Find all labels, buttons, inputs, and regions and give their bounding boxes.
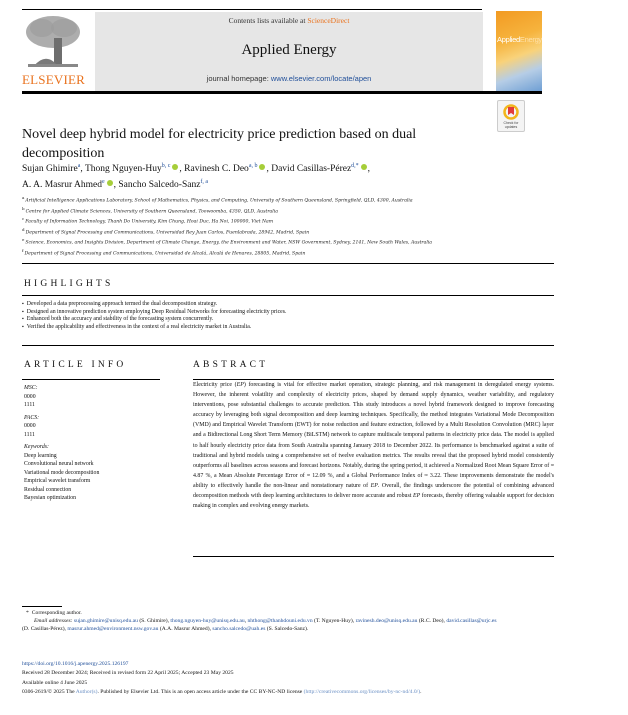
- author-affiliation-marker[interactable]: b, c: [161, 163, 171, 169]
- cover-title-b: Energy: [519, 35, 542, 44]
- author-affiliation-marker[interactable]: a, b: [248, 163, 258, 169]
- affiliation-text: Department of Signal Processing and Communications, Universidad de Alcalá, Alcalá de Henares, 28805, Madrid, Spain: [24, 251, 306, 257]
- orcid-icon[interactable]: [259, 164, 265, 170]
- doi-link[interactable]: https://doi.org/10.1016/j.apenergy.2025.126197: [22, 661, 129, 667]
- highlights-list: [22, 301, 562, 331]
- email-label: Email addresses:: [34, 618, 73, 625]
- abstract-body: [193, 380, 554, 511]
- keyword: Variational mode decomposition: [24, 469, 100, 476]
- keyword: Empirical wavelet transform: [24, 478, 91, 484]
- highlights-top-rule: [22, 263, 554, 264]
- affiliation-text: Faculty of Information Technology, Thanh Do University, Kim Chung, Hoai Duc, Ha Noi, 100000, Viet Nam: [25, 219, 274, 225]
- available-online: Available online 4 June 2025: [22, 680, 88, 687]
- journal-banner: [95, 12, 483, 91]
- msc-code: 0000: [24, 393, 36, 400]
- highlights-rule: [22, 295, 554, 296]
- author-affiliation-marker[interactable]: a: [77, 163, 81, 169]
- affiliation: [22, 226, 582, 237]
- affiliation-text: Artificial Intelligence Applications Laboratory, School of Mathematics, Physics, and Computing, University of Southern Queensland, Springfield, QLD, 4300, Australia: [25, 198, 413, 204]
- msc-label: MSC:: [24, 385, 38, 391]
- author[interactable]: Sujan Ghimire: [22, 164, 78, 175]
- homepage-prefix: journal homepage:: [206, 74, 271, 83]
- affiliation-text: Science, Economics, and Insights Division, Department of Climate Change, Energy, the Environment and Water, NSW Government, Sydney, 2141, New South Wales, Australia: [25, 240, 433, 246]
- cover-title: [497, 35, 542, 44]
- contents-line: [95, 16, 483, 25]
- contents-prefix: Contents lists available at: [228, 16, 308, 25]
- author-separator: ,: [367, 164, 371, 175]
- abbr-ep: EP: [236, 382, 244, 388]
- email-owner: (R.C. Deo),: [417, 618, 447, 625]
- abstract-heading: ABSTRACT: [193, 360, 269, 370]
- email-addresses: [22, 617, 502, 633]
- email-link[interactable]: sancho.salcedo@uah.es: [212, 626, 266, 633]
- info-top-rule: [22, 345, 554, 346]
- abstract-text: Electricity price (: [193, 382, 237, 388]
- orcid-icon[interactable]: [172, 164, 178, 170]
- keywords-label: Keywords:: [24, 444, 49, 450]
- highlight-item: ▪ Verified the applicability and effectiveness in the context of a real electricity market in Australia.: [22, 324, 562, 332]
- sciencedirect-link[interactable]: ScienceDirect: [307, 16, 350, 25]
- footnote-rule: [22, 606, 62, 607]
- keyword: Convolutional neural network: [24, 461, 94, 467]
- elsevier-tree-icon: [24, 14, 82, 70]
- pacs-code: 1111: [24, 431, 35, 438]
- affiliation: [22, 215, 582, 226]
- abstract-text: ) forecasting is vital for effective market operation, strategic planning, and risk management in deregulated energy systems. However, the inherent volatility and complexity of electricity prices, shaped by demand supply dynamics, weather variability, and regulatory interventions, pose substantial challenges to accurate prediction. This study introduces a novel hybrid framework designed to improve forecasting accuracy by leveraging both signal decomposition and deep learning techniques. Specifically, the method integrates Variational Mode Decomposition (VMD) and Empirical Wavelet Transform (EWT) for noise reduction and feature extraction, followed by a Multi Resolution Convolution (MRC) layer and a Bidirectional Long Short Term Memory (BiLSTM) network to capture multiscale temporal patterns in electricity price data. The model is applied to half hourly electricity price data from South Australia spanning January 2018 to December 2022. Its performance is benchmarked against a suite of traditional and hybrid models using a comprehensive set of twelve evaluation metrics. The results reveal that the proposed hybrid model consistently outperforms all baselines across seasons and forecast horizons. Notably, during the spring period, it achieved a Normalized Root Mean Square Error of ≈ 4.87 %, a Mean Absolute Percentage Error of ≈ 12.09 %, and a Global Performance Index of ≈ 3.22. These improvements demonstrate the model's ability to effectively handle the non-linear and nonstationary nature of: [193, 382, 555, 489]
- abbr-ep: EP: [370, 482, 378, 489]
- author-separator: ,: [179, 164, 185, 175]
- email-owner: (S. Ghimire),: [137, 618, 171, 625]
- affiliation: [22, 194, 582, 205]
- email-owner: (T. Nguyen-Huy),: [312, 618, 356, 625]
- header-top-rule: [22, 9, 482, 10]
- author[interactable]: A. A. Masrur Ahmed: [22, 180, 102, 191]
- copyright-text: . Published by Elsevier Ltd. This is an open access article under the CC BY-NC-ND license: [97, 688, 304, 695]
- header-bottom-rule: [22, 91, 542, 94]
- author-separator: ,: [266, 164, 272, 175]
- journal-title: Applied Energy: [241, 42, 337, 58]
- article-info-rule: [22, 379, 160, 380]
- affiliation-text: Centre for Applied Climate Sciences, University of Southern Queensland, Toowoomba, 4350, QLD, Australia: [25, 209, 278, 215]
- keywords-group: [24, 443, 184, 503]
- abbr-ep: EP: [412, 493, 421, 500]
- highlight-item: ▪ Developed a data preprocessing approach termed the dual decomposition strategy.: [22, 301, 562, 309]
- email-owner: (A.A. Masrur Ahmed),: [158, 626, 213, 633]
- highlights-heading: HIGHLIGHTS: [24, 279, 114, 289]
- keyword: Residual connection: [24, 486, 72, 493]
- email-link[interactable]: sujan.ghimire@unisq.edu.au: [73, 618, 138, 625]
- author[interactable]: Sancho Salcedo-Sanz: [118, 180, 201, 191]
- affiliations: [22, 194, 582, 257]
- author-separator: ,: [80, 164, 85, 175]
- email-link[interactable]: nhthong@thanhdouni.edu.vn: [247, 618, 313, 625]
- keyword: Bayesian optimization: [24, 495, 76, 501]
- email-owner: (S. Salcedo-Sanz).: [265, 626, 309, 633]
- history: Received 28 December 2024; Received in revised form 22 April 2025; Accepted 23 May 2025: [22, 670, 234, 677]
- author-list: [22, 160, 492, 192]
- corresponding-author-note: [22, 609, 502, 617]
- author[interactable]: David Casillas-Pérez: [271, 164, 352, 175]
- affiliation: [22, 247, 582, 258]
- email-owner: (D. Casillas-Pérez),: [22, 626, 68, 633]
- pacs-group: [24, 414, 184, 440]
- homepage-link[interactable]: www.elsevier.com/locate/apen: [270, 74, 372, 83]
- check-for-updates-button[interactable]: [497, 100, 525, 132]
- author[interactable]: Thong Nguyen-Huy: [84, 164, 162, 175]
- keyword: Deep learning: [24, 452, 57, 459]
- footnotes: [22, 609, 502, 634]
- affiliation: [22, 205, 582, 216]
- orcid-icon[interactable]: [361, 164, 367, 170]
- cover-title-a: Applied: [497, 35, 520, 44]
- abstract-text: forecasts, thereby offering valuable support for decision making in complex and evolving energy markets.: [193, 493, 554, 510]
- email-link[interactable]: masrur.ahmed@environment.nsw.gov.au: [67, 626, 159, 633]
- author-affiliation-marker[interactable]: d,*: [351, 163, 359, 169]
- copyright: [22, 688, 602, 696]
- author-link[interactable]: Author(s): [75, 688, 98, 695]
- elsevier-wordmark: ELSEVIER: [22, 72, 85, 87]
- email-link[interactable]: david.casillas@urjc.es: [446, 618, 497, 625]
- email-owner: ,: [244, 618, 248, 625]
- affiliation-key: f: [22, 247, 24, 253]
- corresponding-label: Corresponding author.: [31, 610, 82, 616]
- affiliation-key: a: [22, 195, 25, 200]
- abstract-bottom-rule: [193, 556, 554, 557]
- pacs-code: 0000: [24, 423, 36, 429]
- highlight-item: ▪ Designed an innovative prediction system employing Deep Residual Networks for forecasting electricity prices.: [22, 309, 562, 317]
- asterisk: *: [26, 610, 29, 616]
- article-title: Novel deep hybrid model for electricity price prediction based on dual decomposition: [22, 127, 417, 161]
- pacs-label: PACS:: [24, 414, 40, 421]
- license-link[interactable]: (http://creativecommons.org/licenses/by-nc-nd/4.0/): [303, 688, 421, 695]
- msc-group: [24, 384, 184, 410]
- affiliation: [22, 236, 582, 247]
- author-separator: ,: [113, 180, 119, 191]
- article-info-heading: ARTICLE INFO: [24, 360, 127, 370]
- affiliation-key: c: [22, 216, 25, 222]
- affiliation-key: e: [22, 237, 25, 243]
- msc-code: 1111: [24, 402, 35, 408]
- copyright-prefix: 0306-2619/© 2025 The: [22, 688, 76, 695]
- affiliation-key: d: [22, 226, 25, 232]
- journal-homepage: [95, 74, 483, 83]
- author[interactable]: Ravinesh C. Deo: [184, 164, 249, 175]
- elsevier-logo[interactable]: [22, 12, 84, 88]
- email-link[interactable]: ravinesh.deo@unisq.edu.au: [355, 618, 418, 625]
- abstract-text: . Overall, the findings underscore the potential of combining advanced decomposition methods with deep learning architectures to deliver more accurate and robust: [193, 482, 554, 500]
- author-affiliation-marker[interactable]: f, a: [200, 179, 209, 186]
- author-affiliation-marker[interactable]: e: [101, 179, 105, 186]
- orcid-icon[interactable]: [107, 180, 113, 186]
- publication-info: [22, 660, 602, 696]
- crossmark-label: Check for updates: [503, 121, 519, 129]
- affiliation-key: b: [22, 205, 25, 211]
- copyright-end: .: [420, 688, 422, 695]
- email-link[interactable]: thong.nguyen-huy@unisq.edu.au: [170, 618, 245, 625]
- article-info: [24, 384, 184, 507]
- highlight-item: ▪ Enhanced both the accuracy and stability of the forecasting system concurrently.: [22, 316, 562, 324]
- affiliation-text: Department of Signal Processing and Communications, Universidad Rey Juan Carlos, Fuenlabrada, 28942, Madrid, Spain: [25, 230, 310, 236]
- journal-cover-image[interactable]: [496, 11, 542, 91]
